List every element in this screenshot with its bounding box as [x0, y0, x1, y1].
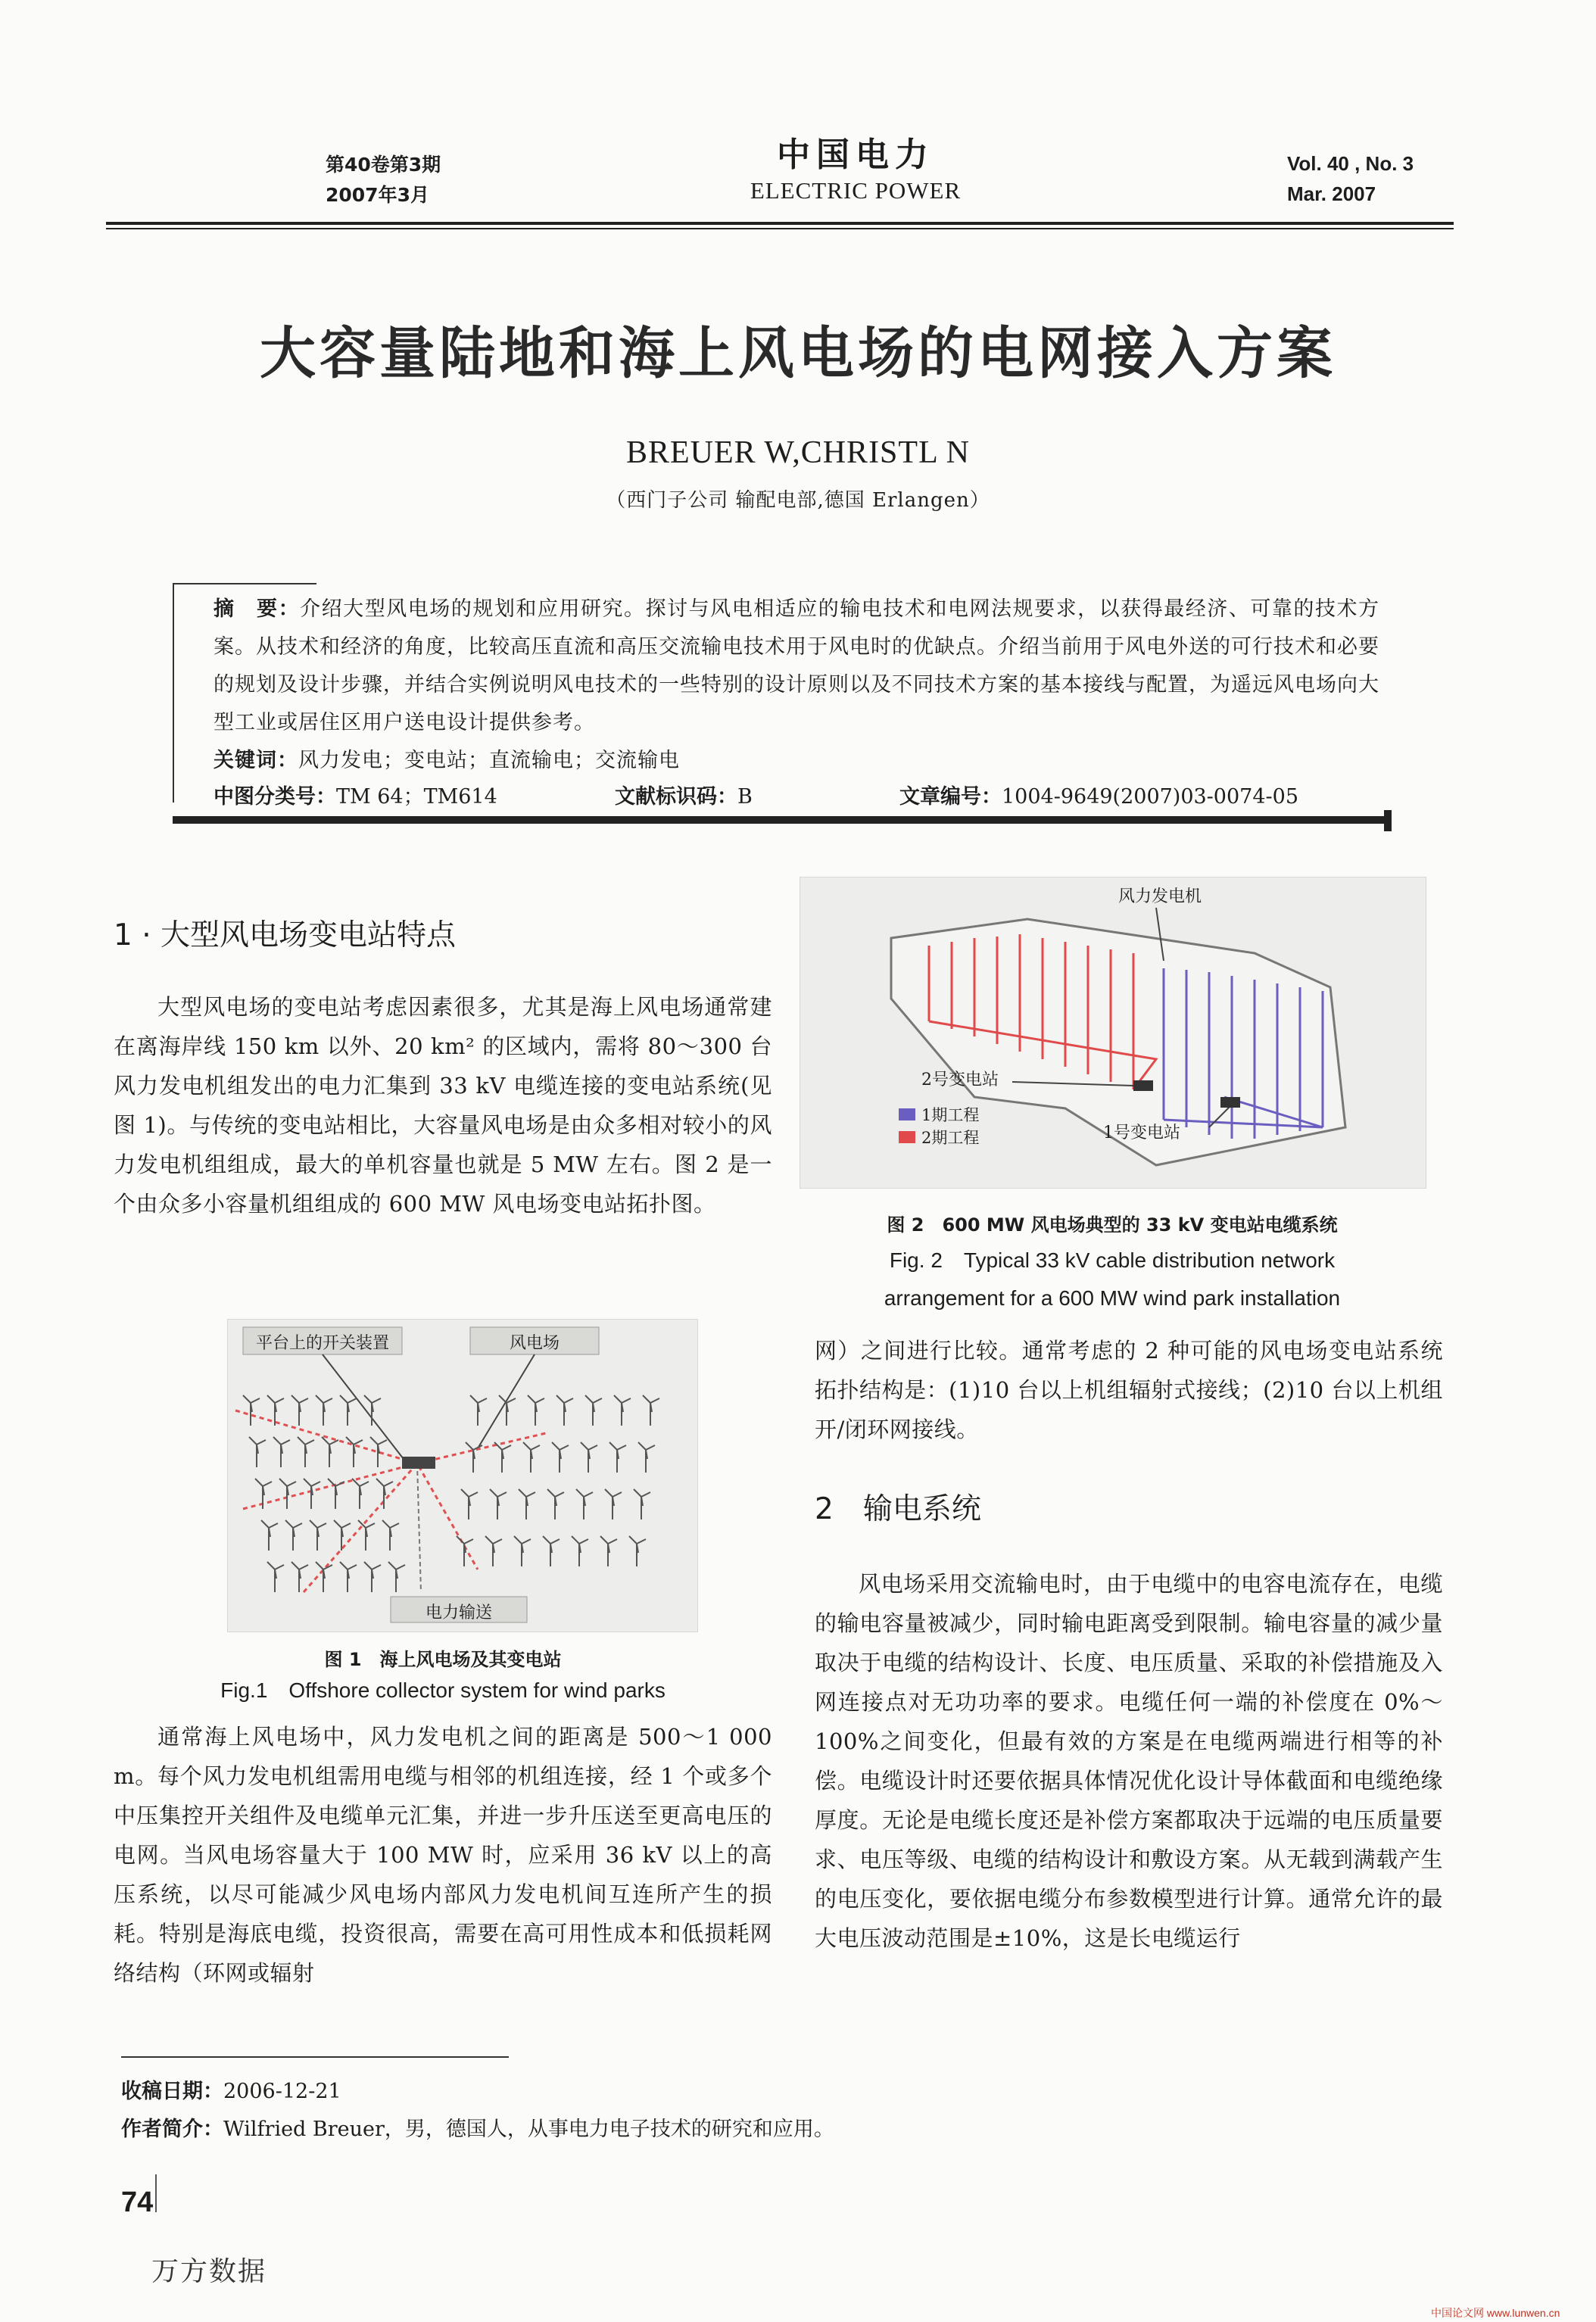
turbine-icon	[285, 1520, 302, 1551]
volume-info-en	[1287, 148, 1414, 209]
turbine-icon	[358, 1520, 375, 1551]
fig1-pointer-b	[478, 1354, 535, 1448]
turbine-icon	[370, 1437, 387, 1467]
turbine-icon	[376, 1479, 393, 1509]
turbine-icon	[340, 1562, 357, 1592]
turbine-icon	[279, 1479, 296, 1509]
author-bio	[121, 2112, 834, 2142]
section-1-para-1: 大型风电场的变电站考虑因素很多，尤其是海上风电场通常建在离海岸线 150 km 以外、20 km² 的区域内，需将 80～300 台风力发电机组发出的电力汇集到 33 kV 电缆连接的变电站系统(见图 1)。与传统的变电站相比，大容量风电场是由众多相对较小的风力发电机组组成，最大的单机容量也就是 5 MW 左右。图 2 是一个由众多小容量机组组成的 600 MW 风电场变电站拓扑图。	[114, 994, 772, 1217]
date-cn: 2007年3月	[326, 184, 429, 206]
figure-1	[227, 1319, 698, 1632]
page-number: 74	[121, 2186, 154, 2218]
paper-title: 大容量陆地和海上风电场的电网接入方案	[260, 321, 1336, 386]
turbine-icon	[494, 1442, 511, 1473]
section-2-para-1: 风电场采用交流输电时，由于电缆中的电容电流存在，电缆的输电容量被减少，同时输电距离受到限制。输电容量的减少量取决于电缆的结构设计、长度、电压质量、采取的补偿措施及入网连接点对无功功率的要求。电缆任何一端的补偿度在 0%～100%之间变化，但最有效的方案是在电缆两端进行相等的补偿。电缆设计时还要依据具体情况优化设计导体截面和电缆绝缘厚度。无论是电缆长度还是补偿方案都取决于远端的电压质量要求、电压等级、电缆的结构设计和敷设方案。从无载到满载产生的电压变化，要依据电缆分布参数模型进行计算。通常允许的最大电压波动范围是±10%，这是长电缆运行	[815, 1571, 1443, 1951]
author-bio-label: 作者简介：	[121, 2118, 223, 2141]
turbine-icon	[576, 1489, 593, 1519]
turbine-icon	[490, 1489, 507, 1519]
turbine-icon	[552, 1442, 569, 1473]
doc-code-value: B	[737, 785, 753, 809]
received-date	[121, 2074, 341, 2104]
turbine-icon	[543, 1536, 560, 1566]
turbine-icon	[388, 1562, 405, 1592]
fig1-platform	[402, 1457, 435, 1469]
fig2-substation-1	[1220, 1097, 1240, 1108]
turbine-icon	[470, 1395, 487, 1426]
turbine-icon	[243, 1395, 260, 1426]
turbine-icon	[457, 1536, 473, 1566]
figure-2-caption-en-1: Fig. 2 Typical 33 kV cable distribution network	[889, 1248, 1336, 1272]
turbine-icon	[382, 1520, 399, 1551]
fig2-legend-swatch-2	[899, 1131, 915, 1143]
turbine-icon	[255, 1479, 272, 1509]
fig2-legend-1: 1期工程	[921, 1106, 980, 1124]
abstract-text: 介绍大型风电场的规划和应用研究。探讨与风电相适应的输电技术和电网法规要求，以获得最经济、可靠的技术方案。从技术和经济的角度，比较高压直流和高压交流输电技术用于风电时的优缺点。介绍当前用于风电外送的可行技术和必要的规划及设计步骤，并结合实例说明风电技术的一些特别的设计原则以及不同技术方案的基本接线与配置，为遥远风电场向大型工业或居住区用户送电设计提供参考。	[214, 597, 1380, 734]
section-1-heading: 1 · 大型风电场变电站特点	[114, 918, 457, 952]
date-en: Mar. 2007	[1287, 182, 1376, 205]
fig1-label-windfarm: 风电场	[509, 1334, 560, 1353]
fig2-legend-2: 2期工程	[921, 1129, 980, 1147]
turbine-icon	[609, 1442, 626, 1473]
fig1-label-switchgear: 平台上的开关装置	[255, 1334, 389, 1353]
page-number-bar	[155, 2174, 157, 2212]
article-number-label: 文章编号：	[899, 785, 1002, 809]
article-number-line	[899, 778, 1298, 816]
turbine-icon	[629, 1536, 646, 1566]
corner-mark: 中国论文网 www.lunwen.cn	[1431, 2307, 1560, 2319]
turbine-icon	[267, 1562, 284, 1592]
turbine-icon	[614, 1395, 631, 1426]
turbine-icon	[523, 1442, 540, 1473]
section-1-para-2: 通常海上风电场中，风力发电机之间的距离是 500～1 000 m。每个风力发电机组需用电缆与相邻的机组连接，经 1 个或多个中压集控开关组件及电缆单元汇集，并进一步升压送至更高电压的电网。当风电场容量大于 100 MW 时，应采用 36 kV 以上的高压系统，以尽可能减少风电场内部风力发电机间互连所产生的损耗。特别是海底电缆，投资很高，需要在高可用性成本和低损耗网络结构（环网或辐射	[114, 1724, 772, 1986]
turbine-icon	[291, 1395, 308, 1426]
fig2-substation-2	[1133, 1080, 1153, 1091]
fig1-export-line	[417, 1463, 421, 1592]
cls-label: 中图分类号：	[214, 785, 336, 809]
turbine-icon	[519, 1489, 535, 1519]
turbine-icon	[556, 1395, 573, 1426]
turbine-icon	[316, 1395, 332, 1426]
fig2-label-sub2: 2号变电站	[921, 1071, 999, 1089]
classification-line	[214, 778, 497, 816]
turbine-icon	[485, 1536, 502, 1566]
fig2-legend-swatch-1	[899, 1108, 915, 1120]
journal-name-en: ELECTRIC POWER	[750, 177, 962, 204]
turbine-icon	[291, 1562, 308, 1592]
turbine-icon	[643, 1395, 659, 1426]
turbine-icon	[585, 1395, 602, 1426]
volume-info-cn	[326, 150, 441, 210]
doc-code-line	[615, 778, 753, 816]
abstract	[214, 591, 1379, 780]
keywords: 风力发电；变电站；直流输电；交流输电	[298, 749, 680, 772]
journal-name-cn: 中国电力	[777, 136, 934, 174]
figure-1-caption-cn: 图 1 海上风电场及其变电站	[324, 1649, 562, 1670]
figure-2-caption-en-2: arrangement for a 600 MW wind park installation	[884, 1286, 1341, 1310]
header-rule-thin	[106, 228, 1454, 229]
turbine-icon	[340, 1395, 357, 1426]
received-value: 2006-12-21	[223, 2080, 341, 2103]
turbine-icon	[514, 1536, 531, 1566]
turbine-icon	[600, 1536, 617, 1566]
turbine-icon	[634, 1489, 650, 1519]
fig2-label-turbine: 风力发电机	[1118, 887, 1202, 906]
figure-1-graphic	[228, 1320, 697, 1632]
cls-value: TM 64；TM614	[336, 785, 497, 809]
turbine-icon	[298, 1437, 314, 1467]
turbine-icon	[334, 1520, 351, 1551]
turbine-icon	[310, 1520, 326, 1551]
turbine-icon	[273, 1437, 290, 1467]
keywords-label: 关键词：	[214, 749, 298, 772]
abstract-border-bottom	[173, 816, 1392, 824]
header-rule	[106, 222, 1454, 225]
turbine-icon	[572, 1536, 588, 1566]
abstract-border-top	[173, 583, 316, 584]
doc-code-label: 文献标识码：	[615, 785, 737, 809]
watermark: 万方数据	[151, 2256, 267, 2287]
fig1-label-transmission: 电力输送	[425, 1604, 492, 1622]
turbine-icon	[461, 1489, 478, 1519]
turbine-icon	[328, 1479, 344, 1509]
volume-cn: 第40卷第3期	[326, 154, 441, 176]
figure-1-caption-en: Fig.1 Offshore collector system for wind parks	[220, 1678, 666, 1702]
figure-2	[800, 877, 1426, 1189]
turbine-icon	[547, 1489, 564, 1519]
turbine-icon	[249, 1437, 266, 1467]
turbine-icon	[346, 1437, 363, 1467]
abstract-border-corner	[1384, 810, 1392, 831]
figure-2-caption-cn: 图 2 600 MW 风电场典型的 33 kV 变电站电缆系统	[887, 1214, 1338, 1236]
received-label: 收稿日期：	[121, 2080, 223, 2103]
fig1-turbines	[243, 1395, 659, 1592]
fig1-pointer-a	[323, 1354, 406, 1462]
turbine-icon	[352, 1479, 369, 1509]
authors: BREUER W,CHRISTL N	[626, 435, 970, 470]
article-number-value: 1004-9649(2007)03-0074-05	[1002, 785, 1299, 809]
turbine-icon	[638, 1442, 655, 1473]
author-bio-text: Wilfried Breuer，男，德国人，从事电力电子技术的研究和应用。	[223, 2118, 834, 2141]
abstract-label: 摘 要：	[214, 597, 301, 621]
volume-en: Vol. 40 , No. 3	[1287, 152, 1414, 175]
section-1-para-3: 网）之间进行比较。通常考虑的 2 种可能的风电场变电站系统拓扑结构是：(1)10 台以上机组辐射式接线；(2)10 台以上机组开/闭环网接线。	[815, 1338, 1443, 1442]
fig2-label-sub1: 1号变电站	[1103, 1124, 1180, 1142]
abstract-border-left	[173, 583, 174, 803]
turbine-icon	[261, 1520, 278, 1551]
turbine-icon	[304, 1479, 320, 1509]
footnote-rule	[121, 2056, 509, 2058]
turbine-icon	[605, 1489, 622, 1519]
journal-name	[651, 135, 1060, 206]
turbine-icon	[322, 1437, 338, 1467]
turbine-icon	[466, 1442, 482, 1473]
turbine-icon	[528, 1395, 544, 1426]
turbine-icon	[581, 1442, 597, 1473]
turbine-icon	[364, 1562, 381, 1592]
affiliation: （西门子公司 输配电部,德国 Erlangen）	[606, 489, 990, 512]
section-2-heading: 2 输电系统	[815, 1492, 981, 1526]
